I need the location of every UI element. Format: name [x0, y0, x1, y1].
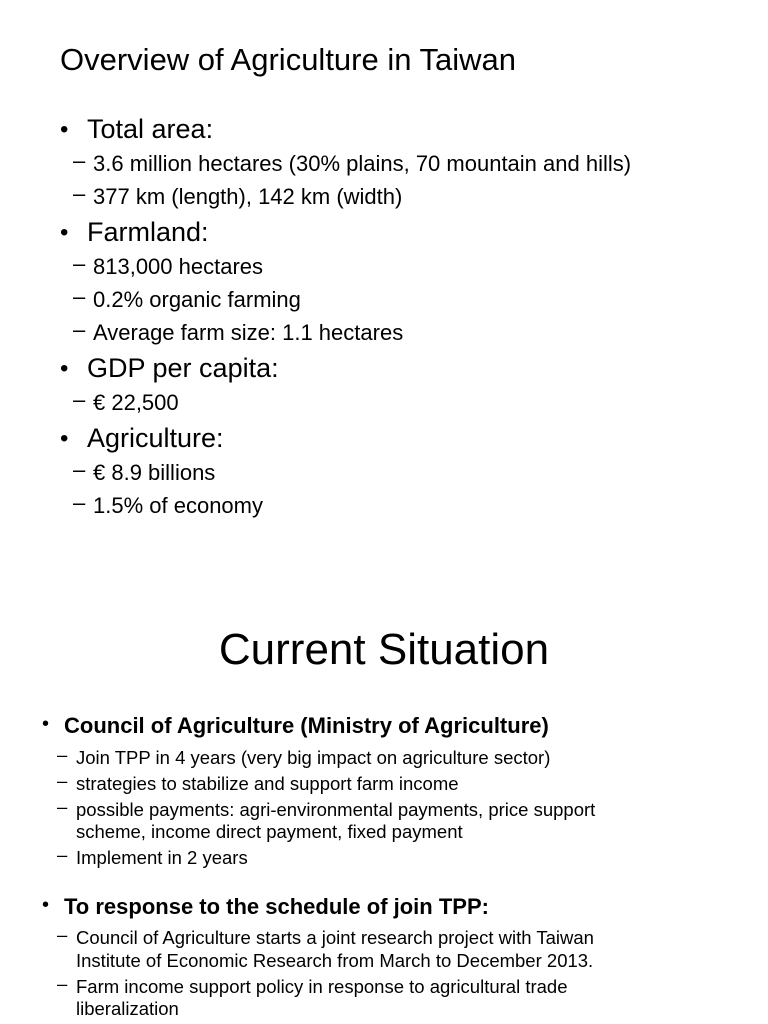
sub-item-text: 1.5% of economy — [93, 493, 263, 518]
sub-list — [73, 147, 631, 213]
bullet-label: Agriculture: — [87, 423, 224, 453]
sub-item — [57, 844, 595, 870]
slide-title: Overview of Agriculture in Taiwan — [60, 42, 517, 77]
sub-item — [73, 386, 631, 419]
bullet-list — [42, 709, 595, 1021]
sub-item-text: Implement in 2 years — [76, 847, 248, 868]
dash-icon: – — [73, 317, 86, 342]
sub-item-text: strategies to stabilize and support farm income — [76, 772, 459, 794]
bullet-item-total-area — [60, 112, 631, 147]
bullet-icon: • — [60, 355, 69, 382]
sub-item — [57, 972, 595, 1021]
dash-icon: – — [73, 457, 86, 482]
sub-item-text: 377 km (length), 142 km (width) — [93, 184, 403, 209]
dash-icon: – — [57, 924, 68, 945]
sub-item — [57, 924, 595, 972]
sub-item — [73, 489, 631, 522]
sub-list — [73, 386, 631, 419]
sub-list — [57, 924, 595, 1021]
sub-item-text-continued: scheme, income direct payment, fixed payment — [76, 821, 463, 842]
sub-item-text: € 22,500 — [93, 390, 179, 415]
bullet-label: Farmland: — [87, 217, 209, 247]
sub-item — [73, 147, 631, 180]
sub-item-text: Farm income support policy in response to agricultural trade — [76, 975, 568, 997]
bullet-list — [60, 112, 631, 524]
bullet-item-farmland — [60, 215, 631, 250]
dash-icon: – — [73, 181, 86, 206]
bullet-icon: • — [60, 219, 69, 246]
bullet-item-agriculture — [60, 421, 631, 456]
dash-icon: – — [57, 743, 68, 765]
bullet-label: To response to the schedule of join TPP: — [64, 893, 489, 919]
slide-current-situation — [0, 560, 768, 1024]
dash-icon: – — [57, 795, 68, 817]
sub-item — [57, 795, 596, 844]
bullet-item-gdp — [60, 351, 631, 386]
sub-item — [73, 456, 631, 489]
sub-item-text: Join TPP in 4 years (very big impact on agriculture sector) — [76, 746, 551, 768]
sub-item — [73, 316, 631, 349]
sub-item — [73, 283, 631, 316]
bullet-icon: • — [60, 425, 69, 452]
sub-list — [57, 743, 596, 870]
bullet-item-tpp-response — [42, 890, 595, 924]
sub-item — [73, 180, 631, 213]
bullet-label: GDP per capita: — [87, 353, 279, 383]
sub-item-text: 0.2% organic farming — [93, 287, 301, 312]
dash-icon: – — [73, 490, 86, 515]
dash-icon: – — [57, 972, 68, 994]
bullet-label: Total area: — [87, 114, 214, 144]
bullet-icon: • — [42, 713, 50, 735]
bullet-item-council — [42, 709, 595, 743]
dash-icon: – — [73, 251, 86, 276]
sub-item-text: 813,000 hectares — [93, 254, 264, 279]
dash-icon: – — [73, 387, 86, 412]
bullet-icon: • — [42, 893, 50, 916]
sub-list — [73, 250, 631, 349]
sub-item-text: possible payments: agri-environmental payments, price support — [76, 798, 596, 820]
sub-item-text: Council of Agriculture starts a joint research project with Taiwan — [76, 927, 594, 948]
sub-item — [57, 743, 595, 770]
sub-item-text: 3.6 million hectares (30% plains, 70 mountain and hills) — [93, 151, 632, 176]
sub-item-text-continued: liberalization — [76, 998, 179, 1019]
sub-item-text: Average farm size: 1.1 hectares — [93, 320, 404, 345]
dash-icon: – — [73, 284, 86, 309]
dash-icon: – — [57, 769, 68, 791]
sub-item-text: € 8.9 billions — [93, 460, 216, 485]
sub-item — [57, 769, 595, 796]
bullet-icon: • — [60, 116, 69, 143]
bullet-label: Council of Agriculture (Ministry of Agriculture) — [64, 713, 549, 738]
dash-icon: – — [57, 844, 68, 865]
slide-title: Current Situation — [218, 625, 550, 674]
sub-item-text-continued: Institute of Economic Research from March to December 2013. — [76, 949, 594, 971]
sub-list — [73, 456, 631, 522]
sub-item — [73, 250, 631, 283]
dash-icon: – — [73, 148, 86, 173]
